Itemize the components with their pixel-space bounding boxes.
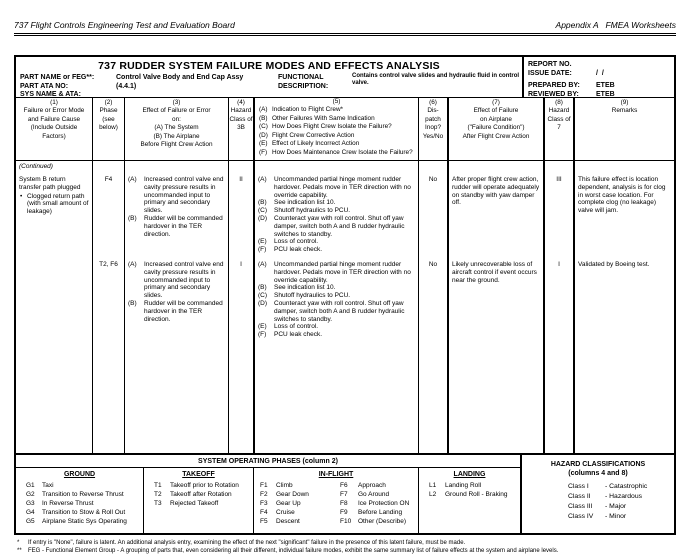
body-col-crew: [255, 161, 419, 453]
worksheet-title: 737 RUDDER SYSTEM FAILURE MODES AND EFFECTS ANALYSIS: [98, 60, 440, 72]
phases-inflight: IN-FLIGHT F1 Climb F2 Gear Down F3 Gear Up F4 Cruise F5 Descent F6 Approach F7 Go Around F8 Ice Protection ON F9 Before Landing F10 Other (Describe): [254, 468, 419, 533]
page-header-right: Appendix A FMEA Worksheets: [555, 20, 676, 30]
col-header-2: (2) Phase (see below): [93, 98, 125, 160]
fmea-worksheet-table: [14, 55, 676, 535]
entry1-effect-after: After proper flight crew action, rudder will operate adequately on standby with yaw damper off.: [452, 176, 540, 207]
continued-note: (Continued): [19, 163, 53, 170]
footnote-feg: ** FEG - Functional Element Group - A grouping of parts that, even considering all their different, individual failure modes, exhibit the same summary list of failure effects at the system and airplane levels.: [17, 548, 559, 555]
inflight-col-b: F6 Approach F7 Go Around F8 Ice Protection ON F9 Before Landing F10 Other (Describe): [340, 482, 410, 526]
hazard-classifications-box: HAZARD CLASSIFICATIONS (columns 4 and 8) Class I - Catastrophic Class II - Hazardous Class III - Major Class IV - Minor: [522, 455, 674, 533]
prepared-by-label: PREPARED BY:: [528, 82, 580, 89]
prepared-by-row: [528, 81, 670, 90]
col-1-number: (1): [50, 99, 58, 106]
body-col-failure-mode: [16, 161, 93, 453]
part-name-value: Control Valve Body and End Cap Assy: [116, 74, 244, 81]
operating-phases-box: [16, 455, 522, 533]
entry2-effects: (A) Increased control valve end cavity pressure results in uncommanded input to primary and secondary slides. (B) Rudder will be commanded hardover in the TER direction.: [128, 261, 224, 323]
entry1-dispatch: No: [428, 176, 438, 183]
report-block: [522, 57, 674, 97]
body-col-phase: [93, 161, 125, 453]
col-header-9: (9) Remarks: [575, 98, 674, 160]
table-body: [16, 161, 674, 453]
col-4-number: (4): [237, 99, 245, 106]
entry2-crew: (A) Uncommanded partial hinge moment rudder hardover. Pedals move in TER direction with no override capability. (B) See indication list 10. (C) Shutoff hydraulics to PCU. (D) Counteract yaw with roll control. Shut off yaw damper, switch both A and B rudder hydraulic switches to standby. (E) Loss of control. (F) PCU leak check.: [258, 261, 411, 339]
column-header-row: [16, 97, 674, 161]
hazard-classifications-title: HAZARD CLASSIFICATIONS: [550, 461, 646, 468]
entry1-hazard-7: III: [556, 176, 562, 183]
entry1-remarks: This failure effect is location dependent, analysis is for clog in worst case location. For complete clog (no leakage) valve will jam.: [578, 176, 666, 215]
page-header-rule: [14, 33, 676, 36]
entry2-remarks: Validated by Boeing test.: [578, 261, 650, 268]
body-col-effects: [125, 161, 229, 453]
col-header-3: (3) Effect of Failure or Error on: (A) The System (B) The Airplane Before Flight Crew Action: [125, 98, 229, 160]
issue-date-row: [528, 69, 670, 78]
page-header-left: 737 Flight Controls Engineering Test and Evaluation Board: [14, 20, 235, 30]
col-header-6: (6) Dis- patch Inop? Yes/No: [419, 98, 449, 160]
inflight-col-a: F1 Climb F2 Gear Down F3 Gear Up F4 Cruise F5 Descent: [260, 482, 309, 526]
issue-date-value: / /: [596, 70, 604, 77]
hazard-classifications-subtitle: (columns 4 and 8): [568, 470, 628, 478]
col-header-4: (4) Hazard Class of 3B: [229, 98, 255, 160]
col-header-7: (7) Effect of Failure on Airplane ("Failure Condition") After Flight Crew Action: [449, 98, 545, 160]
prepared-by-value: ETEB: [596, 82, 615, 89]
entry2-hazard-3b: I: [240, 261, 242, 268]
entry1-effects: (A) Increased control valve end cavity pressure results in uncommanded input to primary and secondary slides. (B) Rudder will be commanded hardover in the TER direction.: [128, 176, 224, 238]
functional-desc-label-1: FUNCTIONAL: [278, 74, 324, 81]
report-no-label: REPORT NO.: [528, 61, 572, 68]
part-ata-value: (4.4.1): [116, 83, 137, 90]
reviewed-by-value: ETEB: [596, 91, 615, 98]
page-header: [14, 20, 676, 30]
phases-takeoff: TAKEOFF T1 Takeoff prior to Rotation T2 Takeoff after Rotation T3 Rejected Takeoff: [144, 468, 254, 533]
body-col-effect-after: [449, 161, 545, 453]
entry1-failure-mode: System B return transfer path plugged • Clogged return path (with small amount of leakage): [19, 176, 89, 216]
phases-landing: LANDING L1 Landing Roll L2 Ground Roll - Braking: [429, 471, 508, 499]
col-5-number: (5): [332, 98, 341, 105]
col-8-number: (8): [555, 99, 563, 106]
footnote-latent: * If entry is "None", failure is latent. An additional analysis entry, examining the effect of the next "significant" failure in the presence of this latent failure, must be made.: [17, 540, 466, 546]
sys-name-label: SYS NAME & ATA:: [20, 91, 81, 98]
part-name-label: PART NAME or FEG**:: [20, 74, 95, 81]
body-col-dispatch: [419, 161, 449, 453]
entry2-hazard-7: I: [558, 261, 560, 268]
entry1-crew: (A) Uncommanded partial hinge moment rudder hardover. Pedals move in TER direction with no override capability. (B) See indication list 10. (C) Shutoff hydraulics to PCU. (D) Counteract yaw with roll control. Shut off yaw damper, switch both A and B rudder hydraulic switches to standby. (E) Loss of control. (F) PCU leak check.: [258, 176, 411, 254]
col-7-number: (7): [492, 99, 500, 106]
operating-phases-title: SYSTEM OPERATING PHASES (column 2): [16, 455, 520, 468]
footnotes: [17, 539, 676, 556]
entry2-phase: T2, F6: [99, 261, 118, 268]
entry2-effect-after: Likely unrecoverable loss of aircraft control if event occurs near the ground.: [452, 261, 537, 284]
functional-desc-value: Contains control valve slides and hydraulic fluid in control valve.: [352, 73, 520, 86]
col-3-number: (3): [172, 99, 181, 106]
reviewed-by-label: REVIEWED BY:: [528, 91, 579, 98]
entry1-phase: F4: [104, 176, 113, 183]
legend-section: [16, 453, 674, 533]
title-band-left: [16, 57, 522, 97]
functional-desc-label-2: DESCRIPTION:: [278, 83, 329, 90]
phases-ground: GROUND G1 Taxi G2 Transition to Reverse Thrust G3 In Reverse Thrust G4 Transition to Stow & Roll Out G5 Airplane Static Sys Operating: [16, 468, 144, 533]
body-col-remarks: [575, 161, 674, 453]
entry1-hazard-3b: II: [239, 176, 243, 183]
issue-date-label: ISSUE DATE:: [528, 70, 572, 77]
col-header-1: (1) Failure or Error Mode and Failure Cause (Include Outside Factors): [16, 98, 93, 160]
col-2-number: (2): [104, 99, 113, 106]
body-col-hazard-7: [545, 161, 575, 453]
part-ata-label: PART ATA NO:: [20, 83, 69, 90]
col-header-8: (8) Hazard Class of 7: [545, 98, 575, 160]
entry2-dispatch: No: [428, 261, 438, 268]
col-6-number: (6): [429, 99, 437, 106]
title-band: [16, 57, 674, 97]
body-col-hazard-3b: [229, 161, 255, 453]
col-9-number: (9): [620, 99, 629, 106]
bullet-marker: •: [20, 192, 23, 200]
col-header-5: (5) (A) Indication to Flight Crew* (B) Other Failures With Same Indication (C) How Does Flight Crew Isolate the Failure? (D) Flight Crew Corrective Action (E) Effect of Likely Incorrect Action (F) How Does Maintenance Crew Isolate the Failure?: [255, 98, 419, 160]
